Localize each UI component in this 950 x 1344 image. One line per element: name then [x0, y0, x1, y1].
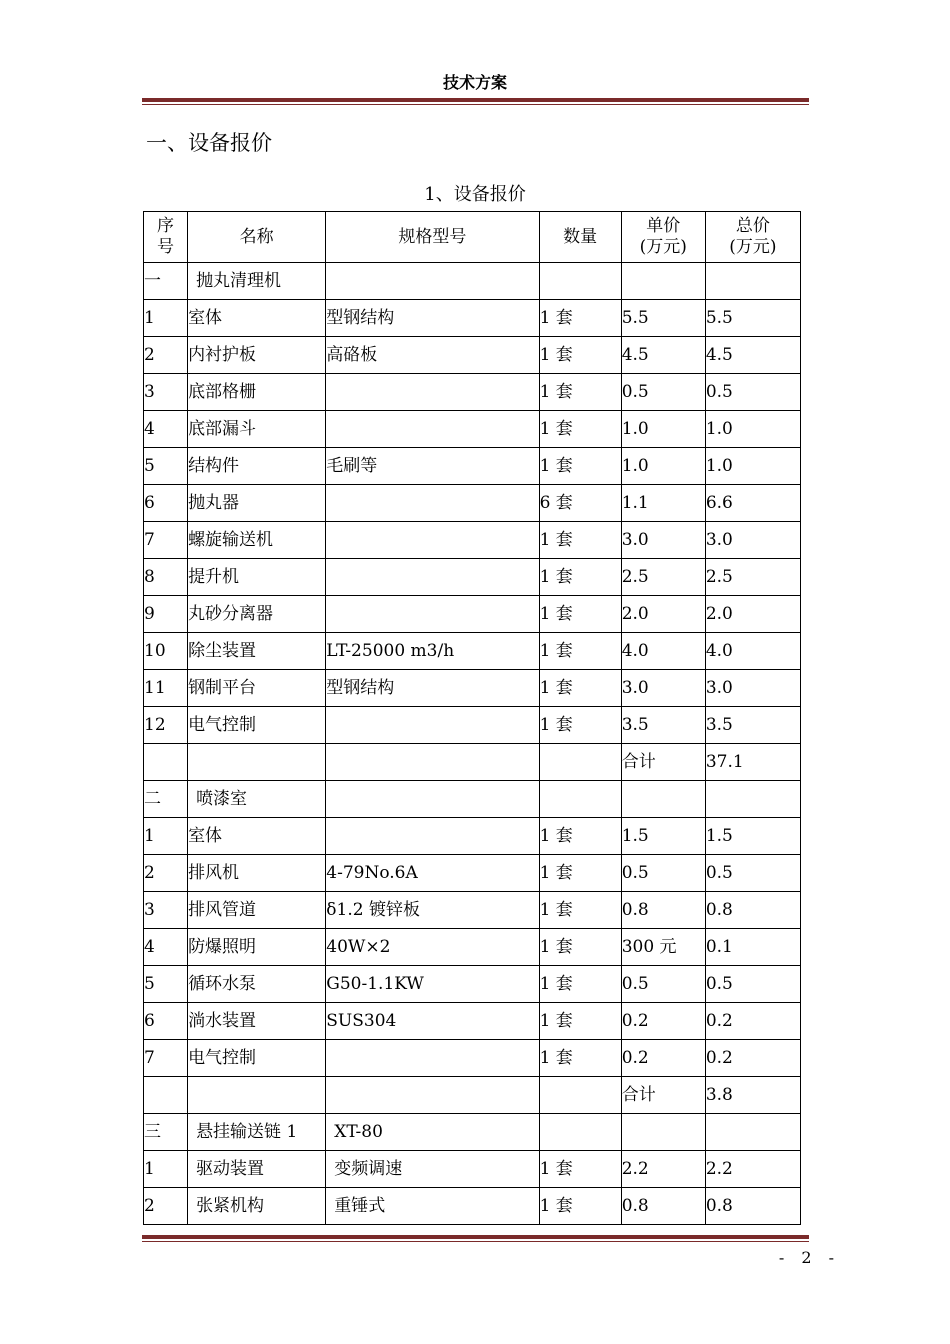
table-row: [144, 1003, 801, 1040]
cell-unit-price: 0.5: [621, 855, 705, 892]
column-header-qty: 数量: [539, 212, 621, 263]
cell-qty: [539, 1114, 621, 1151]
cell-no: 二: [144, 781, 188, 818]
cell-name: 防爆照明: [188, 929, 326, 966]
cell-qty: 1 套: [539, 1040, 621, 1077]
cell-spec: [326, 1077, 539, 1114]
cell-spec: [326, 522, 539, 559]
cell-spec: [326, 744, 539, 781]
cell-no: 8: [144, 559, 188, 596]
cell-total-price: 2.5: [705, 559, 800, 596]
cell-spec: 4-79No.6A: [326, 855, 539, 892]
cell-total-price: 0.1: [705, 929, 800, 966]
table-row: [144, 1040, 801, 1077]
cell-name: 底部格栅: [188, 374, 326, 411]
cell-qty: 1 套: [539, 633, 621, 670]
cell-total-price: 4.5: [705, 337, 800, 374]
column-header-no: 序 号: [144, 212, 188, 263]
column-header-unit-price: 单价 (万元): [621, 212, 705, 263]
cell-name: 淌水装置: [188, 1003, 326, 1040]
table-row: [144, 855, 801, 892]
cell-spec: [326, 1040, 539, 1077]
cell-unit-price: 4.0: [621, 633, 705, 670]
cell-qty: 1 套: [539, 411, 621, 448]
cell-spec: 型钢结构: [326, 300, 539, 337]
cell-spec: 40W×2: [326, 929, 539, 966]
cell-total-price: 2.0: [705, 596, 800, 633]
cell-unit-price: 0.2: [621, 1003, 705, 1040]
cell-qty: 1 套: [539, 1151, 621, 1188]
cell-unit-price: 1.0: [621, 448, 705, 485]
cell-total-price: 1.0: [705, 411, 800, 448]
cell-no: [144, 1077, 188, 1114]
cell-qty: 1 套: [539, 596, 621, 633]
cell-spec: [326, 707, 539, 744]
table-row: [144, 1077, 801, 1114]
cell-unit-price: 0.5: [621, 374, 705, 411]
cell-unit-price: 1.0: [621, 411, 705, 448]
cell-no: 9: [144, 596, 188, 633]
cell-unit-price: 300 元: [621, 929, 705, 966]
cell-name: [188, 1077, 326, 1114]
cell-name: 悬挂输送链 1: [188, 1114, 326, 1151]
table-row: [144, 966, 801, 1003]
table-row: [144, 411, 801, 448]
cell-qty: 1 套: [539, 892, 621, 929]
page-number: - 2 -: [778, 1248, 840, 1267]
cell-name: 抛丸器: [188, 485, 326, 522]
cell-spec: [326, 485, 539, 522]
table-row: [144, 929, 801, 966]
cell-no: 10: [144, 633, 188, 670]
cell-no: 三: [144, 1114, 188, 1151]
cell-qty: [539, 744, 621, 781]
cell-no: 1: [144, 818, 188, 855]
cell-total-price: 6.6: [705, 485, 800, 522]
table-row: [144, 448, 801, 485]
cell-name: 提升机: [188, 559, 326, 596]
cell-qty: 1 套: [539, 448, 621, 485]
cell-qty: 1 套: [539, 966, 621, 1003]
table-row: [144, 337, 801, 374]
section-heading: 一、设备报价: [146, 131, 272, 155]
cell-qty: [539, 781, 621, 818]
cell-unit-price: 2.5: [621, 559, 705, 596]
cell-unit-price: 0.8: [621, 892, 705, 929]
cell-no: 3: [144, 374, 188, 411]
cell-unit-price: 合计: [621, 744, 705, 781]
cell-unit-price: [621, 263, 705, 300]
cell-qty: 1 套: [539, 1188, 621, 1225]
cell-total-price: 3.0: [705, 522, 800, 559]
cell-unit-price: 0.5: [621, 966, 705, 1003]
cell-unit-price: 1.1: [621, 485, 705, 522]
cell-name: 丸砂分离器: [188, 596, 326, 633]
cell-qty: 1 套: [539, 522, 621, 559]
table-row: [144, 559, 801, 596]
cell-qty: [539, 263, 621, 300]
cell-name: [188, 744, 326, 781]
cell-name: 喷漆室: [188, 781, 326, 818]
cell-no: 11: [144, 670, 188, 707]
cell-no: 2: [144, 337, 188, 374]
cell-qty: 1 套: [539, 707, 621, 744]
cell-total-price: 4.0: [705, 633, 800, 670]
cell-unit-price: 4.5: [621, 337, 705, 374]
column-header-total-price: 总价 (万元): [705, 212, 800, 263]
cell-unit-price: 合计: [621, 1077, 705, 1114]
table-row: [144, 707, 801, 744]
document-header-title: 技术方案: [442, 73, 507, 92]
cell-qty: [539, 1077, 621, 1114]
cell-unit-price: [621, 1114, 705, 1151]
cell-qty: 1 套: [539, 929, 621, 966]
cell-spec: LT-25000 m3/h: [326, 633, 539, 670]
cell-qty: 1 套: [539, 670, 621, 707]
cell-unit-price: 5.5: [621, 300, 705, 337]
cell-total-price: [705, 263, 800, 300]
cell-spec: G50-1.1KW: [326, 966, 539, 1003]
cell-spec: δ1.2 镀锌板: [326, 892, 539, 929]
table-group-row: [144, 781, 801, 818]
cell-total-price: 3.8: [705, 1077, 800, 1114]
cell-unit-price: 3.0: [621, 522, 705, 559]
cell-total-price: 3.0: [705, 670, 800, 707]
cell-no: 7: [144, 522, 188, 559]
cell-unit-price: 2.2: [621, 1151, 705, 1188]
cell-total-price: [705, 1114, 800, 1151]
cell-unit-price: 1.5: [621, 818, 705, 855]
cell-spec: [326, 263, 539, 300]
cell-name: 室体: [188, 300, 326, 337]
cell-no: 1: [144, 300, 188, 337]
cell-total-price: 5.5: [705, 300, 800, 337]
table-row: [144, 892, 801, 929]
cell-qty: 1 套: [539, 1003, 621, 1040]
cell-qty: 1 套: [539, 374, 621, 411]
cell-no: 6: [144, 1003, 188, 1040]
cell-unit-price: [621, 781, 705, 818]
cell-name: 电气控制: [188, 1040, 326, 1077]
cell-no: 2: [144, 1188, 188, 1225]
table-row: [144, 374, 801, 411]
table-caption: 1、设备报价: [424, 184, 526, 205]
cell-total-price: 0.2: [705, 1003, 800, 1040]
column-header-name: 名称: [188, 212, 326, 263]
cell-name: 排风机: [188, 855, 326, 892]
cell-unit-price: 3.0: [621, 670, 705, 707]
cell-no: [144, 744, 188, 781]
cell-no: 2: [144, 855, 188, 892]
table-row: [144, 1151, 801, 1188]
cell-total-price: 37.1: [705, 744, 800, 781]
cell-total-price: 1.0: [705, 448, 800, 485]
cell-name: 螺旋输送机: [188, 522, 326, 559]
cell-total-price: 3.5: [705, 707, 800, 744]
cell-unit-price: 0.2: [621, 1040, 705, 1077]
cell-name: 结构件: [188, 448, 326, 485]
table-group-row: [144, 1114, 801, 1151]
cell-spec: 毛刷等: [326, 448, 539, 485]
cell-name: 排风管道: [188, 892, 326, 929]
cell-qty: 6 套: [539, 485, 621, 522]
cell-total-price: 0.5: [705, 966, 800, 1003]
cell-qty: 1 套: [539, 300, 621, 337]
cell-name: 钢制平台: [188, 670, 326, 707]
cell-unit-price: 2.0: [621, 596, 705, 633]
cell-qty: 1 套: [539, 818, 621, 855]
cell-total-price: 1.5: [705, 818, 800, 855]
cell-qty: 1 套: [539, 855, 621, 892]
cell-no: 1: [144, 1151, 188, 1188]
cell-total-price: 0.8: [705, 1188, 800, 1225]
cell-spec: [326, 781, 539, 818]
cell-name: 室体: [188, 818, 326, 855]
cell-no: 一: [144, 263, 188, 300]
column-header-spec: 规格型号: [326, 212, 539, 263]
header-rule: [142, 98, 809, 105]
cell-spec: XT-80: [326, 1114, 539, 1151]
cell-no: 12: [144, 707, 188, 744]
cell-name: 底部漏斗: [188, 411, 326, 448]
table-header-row: [144, 212, 801, 263]
table-row: [144, 522, 801, 559]
table-row: [144, 744, 801, 781]
cell-unit-price: 3.5: [621, 707, 705, 744]
table-group-row: [144, 263, 801, 300]
cell-total-price: 0.8: [705, 892, 800, 929]
cell-total-price: 0.5: [705, 374, 800, 411]
cell-spec: 变频调速: [326, 1151, 539, 1188]
cell-name: 循环水泵: [188, 966, 326, 1003]
cell-total-price: 2.2: [705, 1151, 800, 1188]
cell-name: 电气控制: [188, 707, 326, 744]
table-row: [144, 596, 801, 633]
cell-no: 4: [144, 929, 188, 966]
cell-name: 内衬护板: [188, 337, 326, 374]
cell-spec: [326, 596, 539, 633]
cell-qty: 1 套: [539, 337, 621, 374]
cell-name: 除尘装置: [188, 633, 326, 670]
cell-name: 驱动装置: [188, 1151, 326, 1188]
cell-no: 7: [144, 1040, 188, 1077]
table-row: [144, 670, 801, 707]
cell-spec: [326, 374, 539, 411]
table-row: [144, 485, 801, 522]
table-row: [144, 633, 801, 670]
cell-spec: 高硌板: [326, 337, 539, 374]
cell-total-price: 0.5: [705, 855, 800, 892]
table-row: [144, 818, 801, 855]
quotation-table: [143, 211, 801, 1225]
cell-no: 5: [144, 966, 188, 1003]
cell-no: 5: [144, 448, 188, 485]
cell-spec: SUS304: [326, 1003, 539, 1040]
footer-rule: [142, 1235, 809, 1242]
cell-spec: [326, 818, 539, 855]
cell-spec: [326, 559, 539, 596]
cell-no: 3: [144, 892, 188, 929]
table-row: [144, 300, 801, 337]
table-row: [144, 1188, 801, 1225]
cell-name: 抛丸清理机: [188, 263, 326, 300]
cell-no: 4: [144, 411, 188, 448]
cell-name: 张紧机构: [188, 1188, 326, 1225]
cell-total-price: 0.2: [705, 1040, 800, 1077]
cell-qty: 1 套: [539, 559, 621, 596]
cell-spec: 型钢结构: [326, 670, 539, 707]
cell-unit-price: 0.8: [621, 1188, 705, 1225]
cell-spec: [326, 411, 539, 448]
cell-total-price: [705, 781, 800, 818]
cell-spec: 重锤式: [326, 1188, 539, 1225]
cell-no: 6: [144, 485, 188, 522]
